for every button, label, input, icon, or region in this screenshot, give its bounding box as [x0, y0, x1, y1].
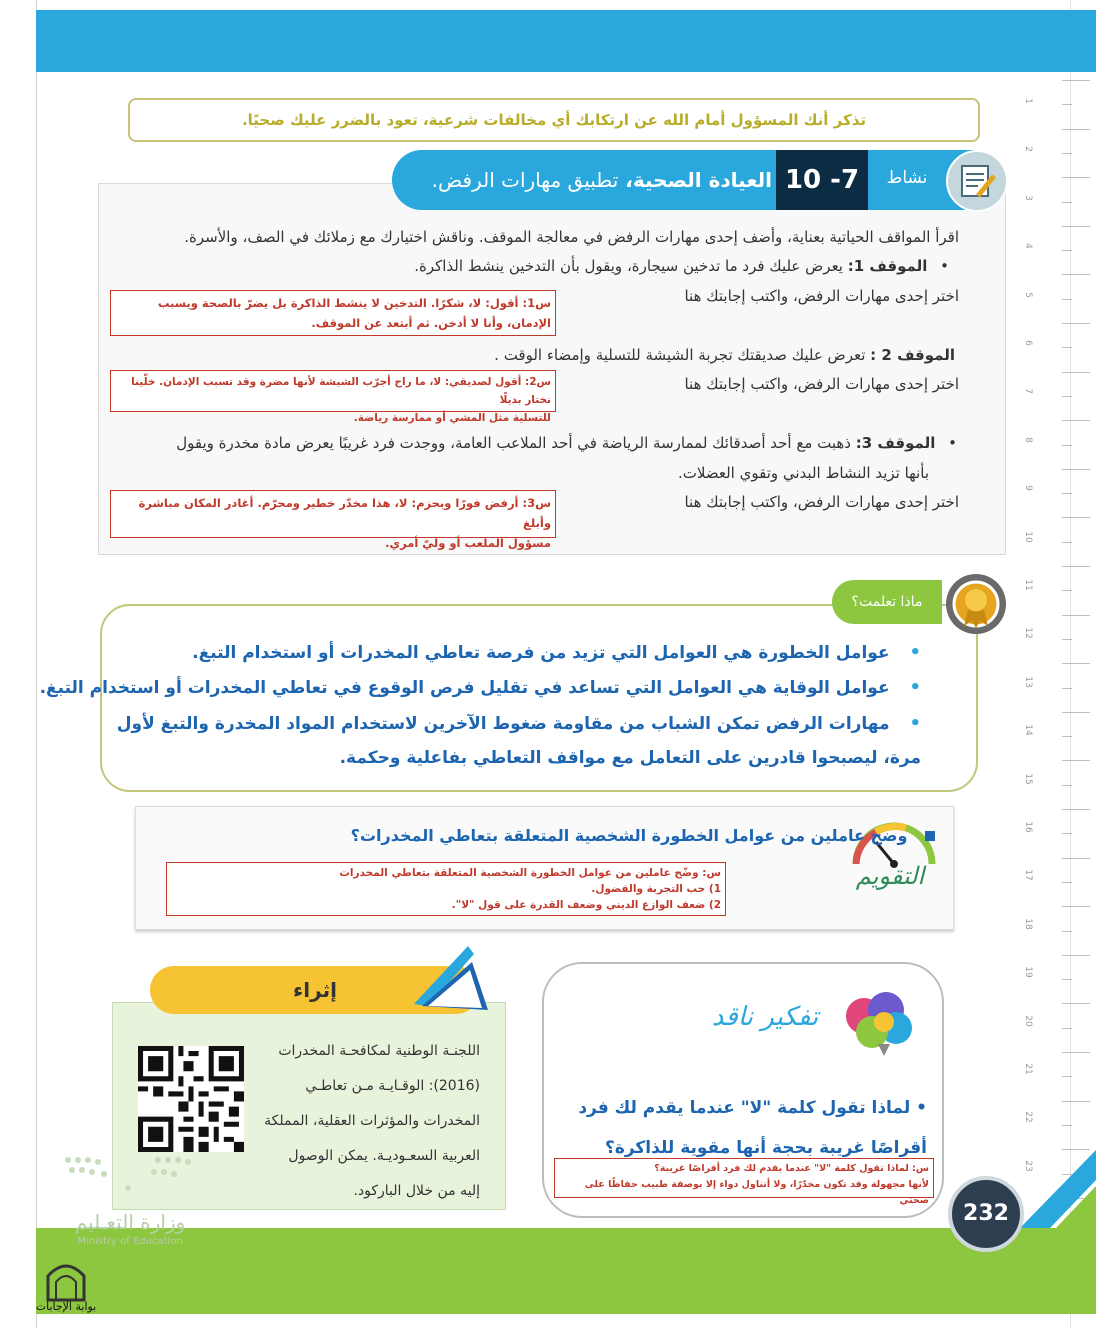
ruler-number: 21 — [1023, 1063, 1033, 1075]
situation-3 — [176, 434, 957, 452]
ruler-tick — [1062, 955, 1090, 956]
activity-title — [400, 150, 772, 210]
ruler-tick — [1062, 299, 1072, 300]
ministry-sub: Ministry of Education — [77, 1236, 183, 1247]
situation-3-prompt: اختر إحدى مهارات الرفض، واكتب إجابتك هنا — [684, 493, 959, 511]
situation-2-prompt: اختر إحدى مهارات الرفض، واكتب إجابتك هنا — [684, 375, 959, 393]
ruler-tick — [1062, 906, 1090, 907]
learned-title: ماذا تعلمت؟ — [832, 580, 942, 624]
page-number: 232 — [948, 1176, 1024, 1252]
ruler-tick — [1062, 1028, 1072, 1029]
ruler-tick — [1062, 420, 1090, 421]
ruler-number: 13 — [1023, 676, 1033, 688]
critical-answer[interactable]: س: لماذا تقول كلمة "لا" عندما يقدم لك فرد أقراصًا غريبة؟ لأنها مجهولة وقد تكون مخدّرًا، ولا أتناول دواء إلا بوصفة طبيب حفاظًا على صحتي — [554, 1158, 934, 1198]
ruler-number: 22 — [1023, 1111, 1033, 1124]
bullet-icon: • — [909, 677, 921, 698]
ruler-number: 23 — [1023, 1160, 1033, 1172]
ruler-number: 9 — [1023, 485, 1033, 492]
activity-title-main: العيادة الصحية، — [625, 168, 772, 192]
ruler-number: 2 — [1023, 146, 1033, 153]
situation-1-answer[interactable] — [110, 290, 556, 336]
situation-3-text-cont: بأنها تزيد النشاط البدني وتقوي العضلات. — [678, 464, 929, 482]
qr-code-icon[interactable] — [138, 1046, 244, 1152]
situation-3-bullet: • — [948, 434, 957, 452]
situation-1-answer-line-2: الإدمان، وأنا لا أدخن. ثم أبتعد عن الموقف. — [311, 316, 551, 330]
situation-1 — [414, 257, 949, 275]
ruler-number: 12 — [1023, 627, 1033, 640]
ruler-tick — [1062, 274, 1090, 275]
ruler-tick — [1062, 590, 1072, 591]
ruler-tick — [1062, 347, 1072, 348]
situation-1-label: الموقف 1: — [847, 257, 928, 275]
ruler-tick — [1062, 979, 1072, 980]
situation-1-bullet: • — [940, 257, 949, 275]
ruler-tick — [1062, 858, 1090, 859]
ruler-number: 3 — [1023, 194, 1033, 201]
bullet-icon: • — [909, 642, 921, 663]
medal-icon — [946, 574, 1006, 634]
ruler-tick — [1062, 80, 1090, 81]
reminder-text: تذكر أنك المسؤول أمام الله عن ارتكابك أي مخالفات شرعية، تعود بالضرر عليك صحيًا. — [241, 111, 867, 129]
ruler-number: 5 — [1023, 291, 1033, 298]
critical-thinking-label: تفكير ناقد — [711, 1002, 819, 1032]
ruler-tick — [1062, 566, 1090, 567]
ruler-tick — [1062, 493, 1072, 494]
situation-3-answer-line-2: مسؤول الملعب أو وليّ أمري. — [385, 536, 551, 550]
situation-1-prompt: اختر إحدى مهارات الرفض، واكتب إجابتك هنا — [684, 287, 959, 305]
watermark-text: بوابة الإجابات — [35, 1300, 97, 1313]
ruler-tick — [1062, 153, 1072, 154]
evaluation-question: وضح عاملين من عوامل الخطورة الشخصية المتعلقة بتعاطي المخدرات؟ — [351, 826, 935, 845]
ruler-number: 1 — [1023, 98, 1033, 104]
ruler-tick — [1062, 517, 1090, 518]
ruler-tick — [1062, 129, 1090, 130]
ruler-number: 18 — [1023, 918, 1033, 930]
brain-icon — [838, 988, 920, 1058]
ruler-tick — [1062, 833, 1072, 834]
ruler-tick — [1062, 396, 1072, 397]
ruler-tick — [1062, 1101, 1090, 1102]
ruler-tick — [1062, 542, 1072, 543]
ruler-tick — [1062, 760, 1090, 761]
ruler-number: 11 — [1023, 579, 1033, 591]
ruler-tick — [1062, 639, 1072, 640]
ruler-number: 16 — [1023, 821, 1033, 833]
ruler-tick — [1062, 177, 1090, 178]
ruler-number: 10 — [1023, 530, 1033, 543]
situation-1-text: يعرض عليك فرد ما تدخين سيجارة، ويقول بأن التدخين ينشط الذاكرة. — [414, 257, 843, 275]
ruler-number: 17 — [1023, 869, 1033, 882]
ruler-tick — [1062, 469, 1090, 470]
ruler-tick — [1062, 226, 1090, 227]
ruler-number: 19 — [1023, 966, 1033, 978]
ruler-tick — [1062, 372, 1090, 373]
situation-3-answer[interactable] — [110, 490, 556, 550]
evaluation-label: التقويم — [855, 862, 925, 890]
ruler-tick — [1062, 931, 1072, 932]
learned-item-3: • مهارات الرفض تمكن الشباب من مقاومة ضغوط الآخرين لاستخدام المواد المخدرة والتبغ لأول — [116, 713, 921, 734]
situation-3-text: ذهبت مع أحد أصدقائك لممارسة الرياضة في أحد الملاعب العامة، ووجدت فرد غريبًا يعرض مادة مخدرة ويقول — [176, 434, 851, 452]
activity-intro: اقرأ المواقف الحياتية بعناية، وأضف إحدى مهارات الرفض في معالجة الموقف. وناقش اختيارك مع زملائك في الصف، والأسرة. — [184, 228, 959, 246]
learned-item-3-cont: مرة، ليصبحوا قادرين على التعامل مع مواقف التعاطي بفاعلية وحكمة. — [339, 748, 921, 768]
situation-3-answer-line-1: س3: أرفض فورًا وبحزم: لا، هذا مخدّر خطير ومحرّم. أغادر المكان مباشرة وأبلغ — [138, 496, 551, 530]
reminder-box — [128, 98, 980, 142]
ruler-tick — [1062, 663, 1090, 664]
activity-label: نشاط — [886, 168, 928, 188]
ruler-tick — [1062, 688, 1072, 689]
enrichment-label: إثراء — [150, 966, 480, 1014]
ruler-number: 15 — [1023, 772, 1033, 785]
learned-item-2: • عوامل الوقاية هي العوامل التي تساعد في تقليل فرص الوقوع في تعاطي المخدرات أو استخدام التبغ. — [39, 677, 921, 698]
activity-number: 10 -7 — [776, 150, 868, 210]
ruler-number: 4 — [1023, 243, 1033, 250]
ruler-tick — [1062, 323, 1090, 324]
bullet-icon: • — [909, 713, 921, 734]
ruler-tick — [1062, 736, 1072, 737]
ruler-tick — [1062, 712, 1090, 713]
critical-question: • لماذا تقول كلمة "لا" عندما يقدم لك فرد أقراصًا غريبة بحجة أنها مقوية للذاكرة؟ — [578, 1098, 927, 1158]
ruler-tick — [1062, 615, 1090, 616]
ministry-dots-icon — [58, 1152, 198, 1198]
enrichment-text: اللجنـة الوطنية لمكافحـة المخدرات (2016): الوقـايـة مـن تعاطـي المخدرات والمؤثرات العقلية، المملكة العربية السعـوديـة. يمكن الوصول إليه من خلال الباركود. — [264, 1043, 480, 1199]
top-banner — [36, 10, 1096, 72]
ruler-number: 7 — [1023, 388, 1033, 395]
situation-2-answer[interactable] — [110, 370, 556, 424]
ruler-number: 8 — [1023, 436, 1033, 443]
ruler-tick — [1062, 445, 1072, 446]
ruler-tick — [1062, 882, 1072, 883]
ministry-name: وزارة التعـليم — [74, 1210, 186, 1234]
ruler-tick — [1062, 104, 1072, 105]
situation-2-answer-line-1: س2: أقول لصديقي: لا، ما راح أجرّب الشيشة لأنها مضرة وقد تسبب الإدمان. خلّينا نختار بديلًا — [131, 376, 551, 406]
situation-2-answer-line-2: للتسلية مثل المشي أو ممارسة رياضة. — [353, 412, 551, 424]
ruler-tick — [1062, 809, 1090, 810]
situation-2 — [494, 346, 955, 364]
activity-title-sub: تطبيق مهارات الرفض. — [431, 168, 619, 192]
ruler-tick — [1062, 202, 1072, 203]
ruler-number: 14 — [1023, 724, 1033, 736]
ruler-tick — [1062, 250, 1072, 251]
pencil-paper-icon — [946, 150, 1008, 212]
ruler-tick — [1062, 1125, 1072, 1126]
left-border-line — [36, 0, 37, 1328]
situation-1-answer-line-1: س1: أقول: لا، شكرًا. التدخين لا ينشط الذاكرة بل يضرّ بالصحة ويسبب — [157, 296, 551, 310]
situation-3-label: الموقف 3: — [855, 434, 936, 452]
book-icon — [408, 940, 498, 1020]
square-bullet-icon — [925, 831, 935, 841]
ruler-tick — [1062, 1052, 1090, 1053]
learned-item-1: • عوامل الخطورة هي العوامل التي تزيد من فرصة تعاطي المخدرات أو استخدام التبغ. — [192, 642, 921, 663]
situation-2-label: الموقف 2 : — [870, 346, 955, 364]
ruler-tick — [1062, 1076, 1072, 1077]
ruler-number: 20 — [1023, 1014, 1033, 1027]
situation-2-text: تعرض عليك صديقتك تجربة الشيشة للتسلية وإمضاء الوقت . — [494, 346, 866, 364]
mosque-logo-icon — [42, 1256, 90, 1302]
ruler-number: 6 — [1023, 340, 1033, 346]
ruler-tick — [1062, 1003, 1090, 1004]
ruler-tick — [1062, 785, 1072, 786]
evaluation-answer[interactable]: س: وضّح عاملين من عوامل الخطورة الشخصية المتعلقة بتعاطي المخدرات 1) حب التجربة والفضول. 2) ضعف الوازع الديني وضعف القدرة على قول "لا". — [166, 862, 726, 916]
